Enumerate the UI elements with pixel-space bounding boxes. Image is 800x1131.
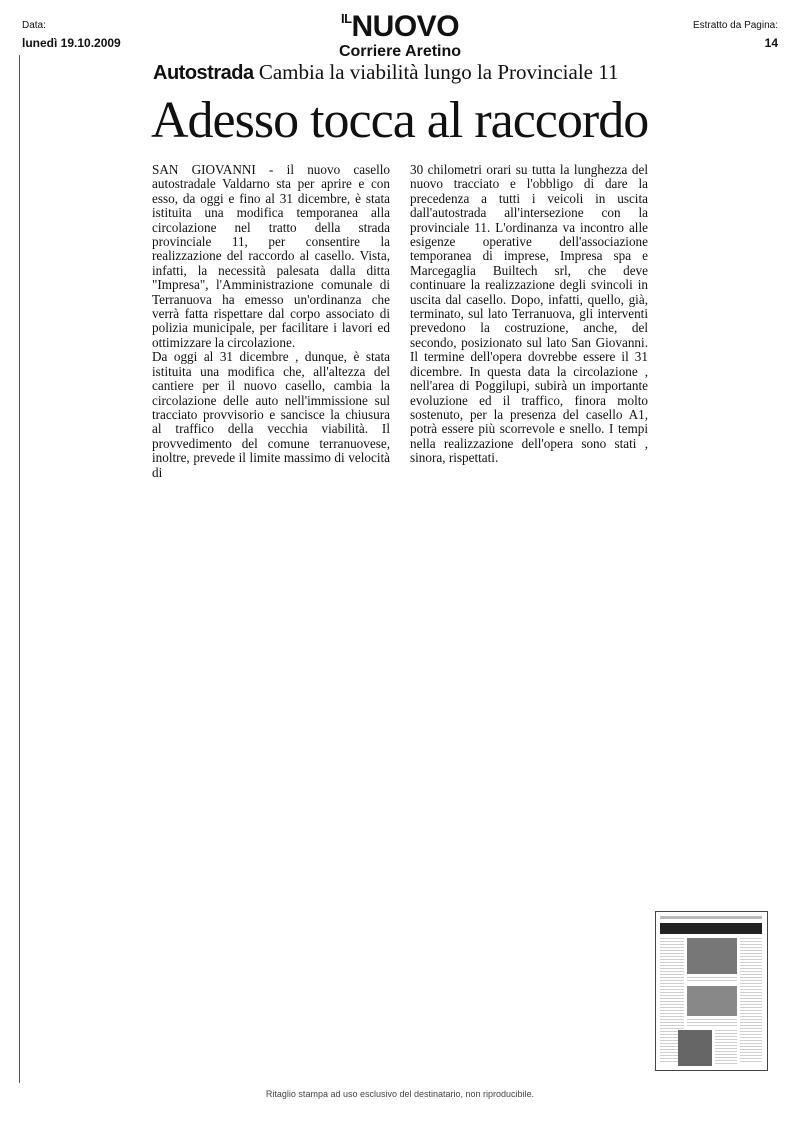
thumbnail-headline-bar — [660, 923, 762, 934]
article-headline: Adesso tocca al raccordo — [151, 92, 649, 149]
paragraph: 30 chilometri orari su tutta la lunghezza del nuovo tracciato e l'obbligo di dare la precedenza a tutti i veicoli in uscita dall'autostrada all'intersezione con la provinciale 11. L'ordinanza va incontro alle esigenze operative dell'associazione temporanea di imprese, Impresa spa e Marcegaglia Builtech srl, che deve continuare la realizzazione degli svincoli in uscita dal casello. Dopo, infatti, quello, già, terminato, sul lato Terranuova, gli interventi prevedono la costruzione, anche, del secondo, posizionato sul lato San Giovanni. Il termine dell'opera dovrebbe essere il 31 dicembre. In questa data la circolazione , nell'area di Poggilupi, subirà un importante evoluzione ed il traffico, finora molto sostenuto, per la presenza del casello A1, potrà essere più scorrevole e snello. I tempi nella realizzazione dell'opera sono stati , sinora, rispettati. — [410, 162, 648, 466]
thumbnail-header-bar — [660, 916, 762, 919]
page-number: 14 — [764, 36, 778, 50]
kicker-text: Cambia la viabilità lungo la Provinciale 11 — [258, 60, 619, 84]
masthead-il: IL — [340, 11, 352, 26]
paragraph: SAN GIOVANNI - il nuovo casello autostradale Valdarno sta per aprire e con esso, da oggi e fino al 31 dicembre, è stata istituita una modifica temporanea alla circolazione nel tratto della strada provinciale 11, per consentire la realizzazione del raccordo al casello. Vista, infatti, la necessità palesata dalla ditta "Impresa", l'Amministrazione comunale di Terranuova ha emesso un'ordinanza che verrà fatta rispettare dal corpo associato di polizia municipale, per facilitare i lavori ed ottimizzare la circolazione. — [152, 162, 390, 350]
paragraph: Da oggi al 31 dicembre , dunque, è stata istituita una modifica che, all'altezza del cantiere per il nuovo casello, cambia la circolazione delle auto nell'immissione sul tracciato provvisorio e sancisce la chiusura al traffico della vecchia viabilità. Il provvedimento del comune terranuovese, inoltre, prevede il limite massimo di velocità di — [152, 349, 390, 480]
masthead-subtitle: Corriere Aretino — [338, 43, 462, 60]
article-column-2 — [410, 163, 648, 466]
masthead-nuovo: NUOVO — [351, 10, 460, 43]
page-label: Estratto da Pagina: — [692, 20, 778, 31]
article-kicker — [153, 60, 618, 85]
header-page — [693, 20, 778, 50]
date-label: Data: — [22, 20, 46, 31]
thumbnail-text-column — [740, 938, 762, 1063]
left-margin-rule — [19, 55, 20, 1083]
date-value: lunedì 19.10.2009 — [22, 36, 121, 50]
thumbnail-photo — [678, 1030, 712, 1066]
page-thumbnail — [655, 911, 768, 1071]
thumbnail-photo — [687, 986, 737, 1016]
thumbnail-text-block — [715, 1030, 737, 1066]
footer-disclaimer: Ritaglio stampa ad uso esclusivo del destinatario, non riproducibile. — [265, 1089, 535, 1099]
kicker-keyword: Autostrada — [153, 62, 254, 84]
thumbnail-text-block — [687, 1019, 737, 1027]
masthead-logo — [341, 4, 459, 47]
thumbnail-photo — [687, 938, 737, 974]
article-column-1 — [152, 163, 390, 480]
thumbnail-text-block — [687, 977, 737, 983]
newspaper-masthead — [0, 4, 800, 60]
